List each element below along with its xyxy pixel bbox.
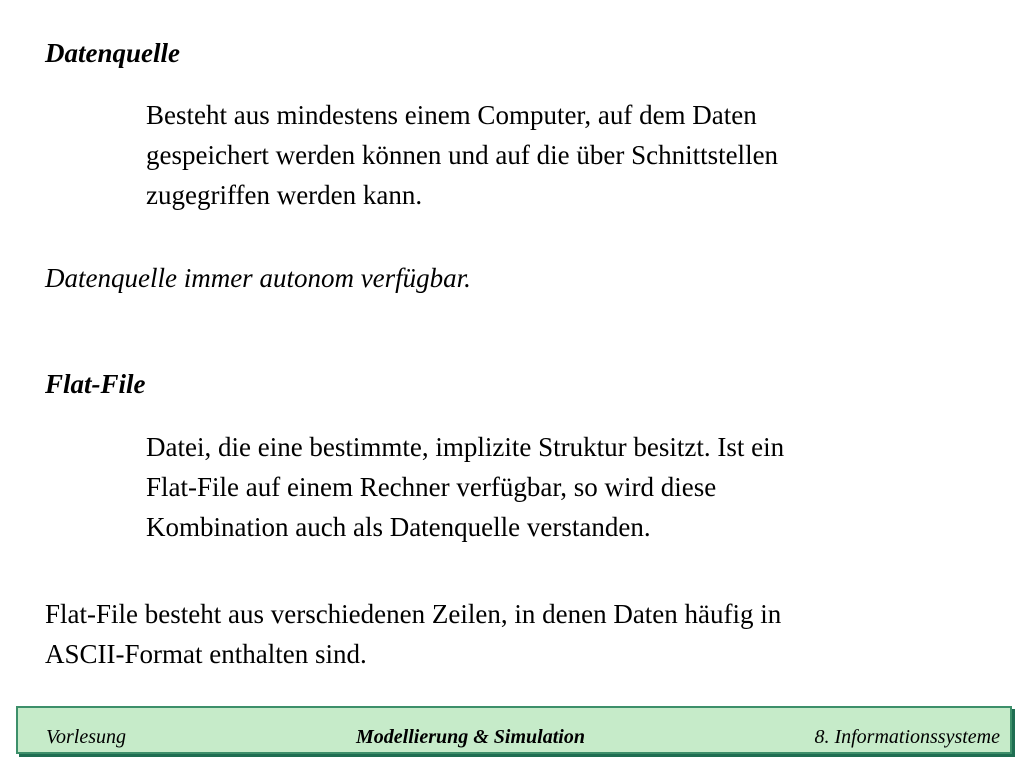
footer-left-label: Vorlesung (46, 726, 126, 748)
paragraph-line: Flat-File besteht aus verschiedenen Zeilen, in denen Daten häufig in (45, 599, 782, 629)
definition-flat-file (146, 427, 986, 547)
heading-datenquelle: Datenquelle (45, 38, 180, 68)
definition-line: Flat-File auf einem Rechner verfügbar, so wird diese (146, 472, 717, 502)
note-autonom: Datenquelle immer autonom verfügbar. (45, 263, 471, 293)
heading-flat-file: Flat-File (45, 369, 146, 399)
definition-line: Besteht aus mindestens einem Computer, auf dem Daten (146, 100, 757, 130)
paragraph-line: ASCII-Format enthalten sind. (45, 639, 367, 669)
definition-line: Datei, die eine bestimmte, implizite Struktur besitzt. Ist ein (146, 432, 785, 462)
definition-line: gespeichert werden können und auf die über Schnittstellen (146, 140, 779, 170)
footer-course-title: Modellierung & Simulation (356, 726, 585, 748)
definition-line: zugegriffen werden kann. (146, 180, 423, 210)
definition-datenquelle (146, 95, 986, 215)
definition-line: Kombination auch als Datenquelle verstanden. (146, 512, 651, 542)
paragraph-flat-file (45, 594, 1005, 674)
footer-bar (16, 706, 1012, 754)
footer-chapter-label: 8. Informationssysteme (814, 726, 1000, 748)
